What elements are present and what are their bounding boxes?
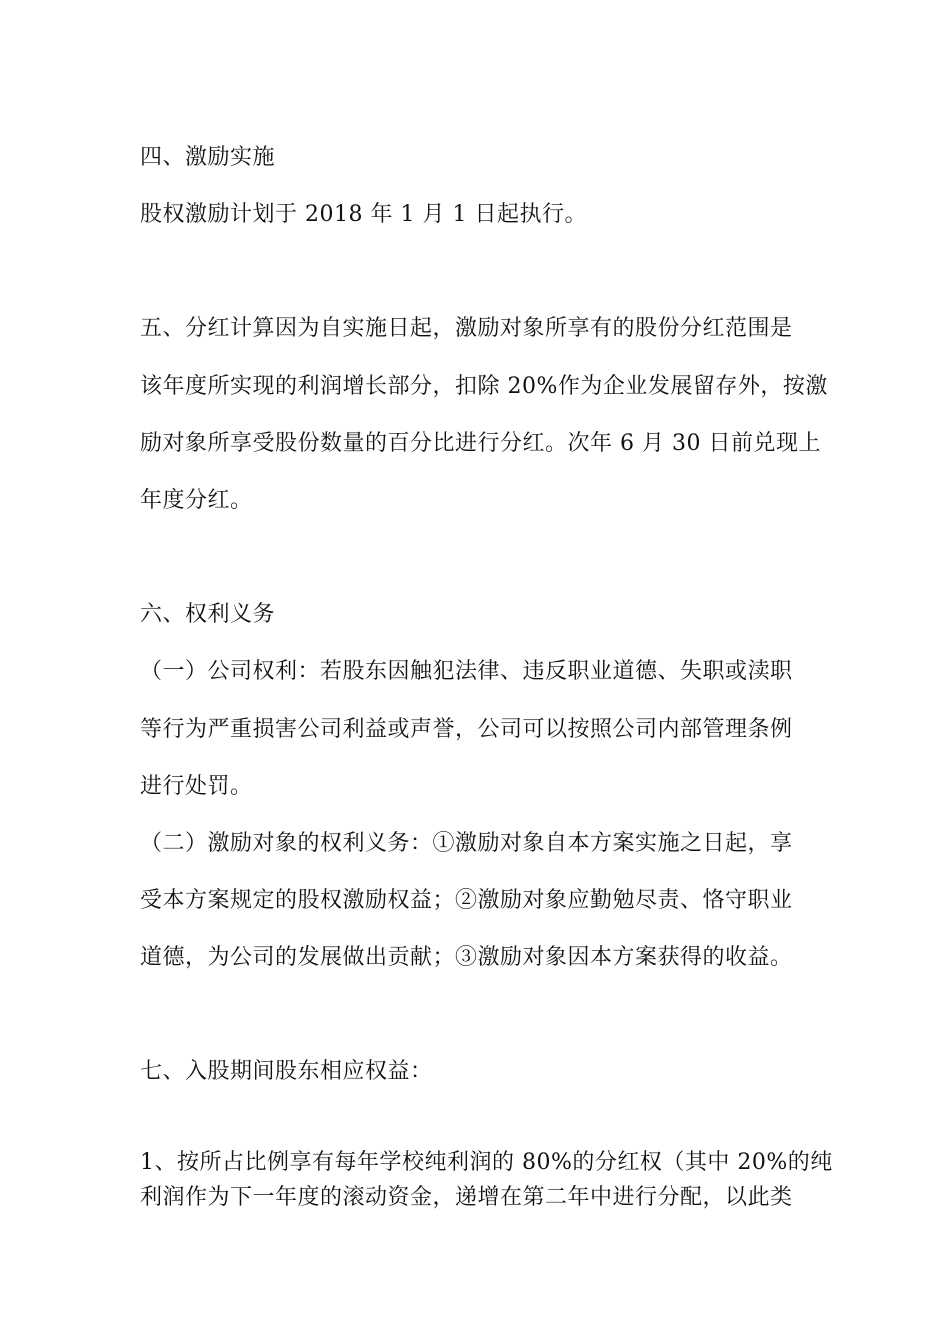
section-5-line: 励对象所享受股份数量的百分比进行分红。次年 6 月 30 日前兑现上 bbox=[140, 431, 821, 456]
section-7-item-1-line: 利润作为下一年度的滚动资金，递增在第二年中进行分配，以此类 bbox=[140, 1185, 793, 1210]
section-6-clause-1-line: 等行为严重损害公司利益或声誉，公司可以按照公司内部管理条例 bbox=[140, 717, 793, 742]
section-6-clause-1-line: （一）公司权利：若股东因触犯法律、违反职业道德、失职或渎职 bbox=[140, 659, 793, 684]
section-6-clause-2-line: 受本方案规定的股权激励权益；②激励对象应勤勉尽责、恪守职业 bbox=[140, 888, 793, 913]
section-7-heading: 七、入股期间股东相应权益： bbox=[140, 1059, 433, 1084]
section-7-item-1-line: 1、按所占比例享有每年学校纯利润的 80%的分红权（其中 20%的纯 bbox=[140, 1150, 833, 1175]
section-4-body-line: 股权激励计划于 2018 年 1 月 1 日起执行。 bbox=[140, 202, 587, 227]
section-6-clause-1-line: 进行处罚。 bbox=[140, 774, 253, 799]
section-6-clause-2-line: 道德，为公司的发展做出贡献；③激励对象因本方案获得的收益。 bbox=[140, 945, 793, 970]
section-5-line: 该年度所实现的利润增长部分，扣除 20%作为企业发展留存外，按激 bbox=[140, 374, 828, 399]
section-6-clause-2-line: （二）激励对象的权利义务：①激励对象自本方案实施之日起，享 bbox=[140, 831, 793, 856]
section-5-line: 五、分红计算因为自实施日起，激励对象所享有的股份分红范围是 bbox=[140, 316, 793, 341]
section-4-heading: 四、激励实施 bbox=[140, 145, 276, 170]
section-5-line: 年度分红。 bbox=[140, 488, 253, 513]
section-6-heading: 六、权利义务 bbox=[140, 602, 276, 627]
